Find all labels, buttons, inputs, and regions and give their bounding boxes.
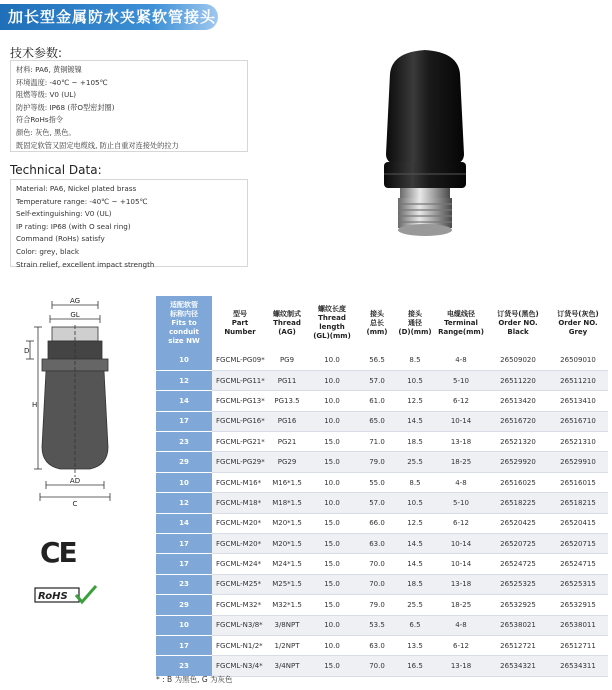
cell-thread: M20*1.5	[268, 513, 306, 533]
cell-thread: PG9	[268, 350, 306, 370]
cell-thread-length: 10.0	[306, 391, 358, 411]
col-header-thread-length: 螺纹长度 Thread length (GL)(mm)	[306, 296, 358, 350]
technical-drawing	[20, 297, 130, 507]
cell-order-black: 26513420	[488, 391, 548, 411]
cell-thread-length: 10.0	[306, 350, 358, 370]
table-row	[156, 391, 608, 411]
cell-part-number: FGCML-M20*	[212, 534, 268, 554]
cell-thread: PG29	[268, 452, 306, 472]
cell-length: 61.0	[358, 391, 396, 411]
cell-length: 65.0	[358, 411, 396, 431]
cell-part-number: FGCML-PG29*	[212, 452, 268, 472]
cell-nw: 29	[156, 452, 212, 472]
cell-length: 70.0	[358, 554, 396, 574]
cell-terminal-range: 6-12	[434, 635, 488, 655]
cell-nw: 17	[156, 635, 212, 655]
cell-terminal-range: 18-25	[434, 595, 488, 615]
table-header-row	[156, 296, 608, 350]
cell-thread-length: 10.0	[306, 615, 358, 635]
cell-thread: PG13.5	[268, 391, 306, 411]
cell-order-grey: 26512711	[548, 635, 608, 655]
cell-order-black: 26516720	[488, 411, 548, 431]
cell-thread: PG11	[268, 370, 306, 390]
cell-thread: M32*1.5	[268, 595, 306, 615]
table-row	[156, 534, 608, 554]
cell-terminal-range: 13-18	[434, 574, 488, 594]
col-header-order-black: 订货号(黑色) Order NO. Black	[488, 296, 548, 350]
cell-bore: 14.5	[396, 554, 434, 574]
cell-length: 71.0	[358, 432, 396, 452]
cell-terminal-range: 5-10	[434, 370, 488, 390]
tech-en-line: Command (RoHs) satisfy	[16, 234, 105, 244]
label-ad: AD	[69, 477, 81, 485]
col-header-thread: 螺纹制式 Thread (AG)	[268, 296, 306, 350]
cell-length: 70.0	[358, 656, 396, 676]
cell-part-number: FGCML-M16*	[212, 472, 268, 492]
cell-part-number: FGCML-M32*	[212, 595, 268, 615]
cell-order-grey: 26534311	[548, 656, 608, 676]
tech-en-heading: Technical Data:	[10, 163, 102, 177]
cell-length: 63.0	[358, 534, 396, 554]
cell-thread-length: 15.0	[306, 574, 358, 594]
cell-order-black: 26520425	[488, 513, 548, 533]
col-header-terminal: 电缆线径 Terminal Range(mm)	[434, 296, 488, 350]
cell-nw: 17	[156, 554, 212, 574]
cell-thread-length: 10.0	[306, 493, 358, 513]
cell-part-number: FGCML-PG09*	[212, 350, 268, 370]
cell-nw: 14	[156, 513, 212, 533]
cell-bore: 12.5	[396, 513, 434, 533]
cell-order-grey: 26529910	[548, 452, 608, 472]
tech-en-box	[10, 179, 248, 267]
cell-bore: 10.5	[396, 493, 434, 513]
cell-order-black: 26534321	[488, 656, 548, 676]
rohs-text: RoHS	[38, 591, 68, 602]
cell-thread-length: 10.0	[306, 635, 358, 655]
cell-part-number: FGCML-N3/8*	[212, 615, 268, 635]
cell-bore: 25.5	[396, 595, 434, 615]
cell-terminal-range: 5-10	[434, 493, 488, 513]
cell-nw: 17	[156, 534, 212, 554]
cell-order-black: 26529920	[488, 452, 548, 472]
tech-cn-line: 环境温度: -40℃ ~ +105℃	[16, 77, 108, 87]
cell-bore: 8.5	[396, 350, 434, 370]
cell-nw: 23	[156, 432, 212, 452]
cell-bore: 14.5	[396, 534, 434, 554]
table-row	[156, 554, 608, 574]
tech-cn-line: 颜色: 灰色, 黑色。	[16, 127, 76, 137]
cell-order-black: 26516025	[488, 472, 548, 492]
label-gl: GL	[70, 311, 80, 319]
cell-order-grey: 26509010	[548, 350, 608, 370]
cell-nw: 10	[156, 472, 212, 492]
tech-cn-line: 阻燃等级: V0 (UL)	[16, 90, 77, 100]
cell-part-number: FGCML-PG21*	[212, 432, 268, 452]
table-row	[156, 635, 608, 655]
cell-order-black: 26521320	[488, 432, 548, 452]
cell-thread: 3/4NPT	[268, 656, 306, 676]
cell-thread-length: 10.0	[306, 370, 358, 390]
cell-terminal-range: 13-18	[434, 432, 488, 452]
cell-order-black: 26532925	[488, 595, 548, 615]
cell-order-grey: 26524715	[548, 554, 608, 574]
product-photo	[370, 44, 480, 254]
table-row	[156, 411, 608, 431]
label-c: C	[72, 500, 78, 507]
tech-cn-heading: 技术参数:	[10, 46, 63, 60]
cell-length: 57.0	[358, 493, 396, 513]
table-row	[156, 574, 608, 594]
ce-logo: CE	[40, 536, 76, 569]
cell-terminal-range: 13-18	[434, 656, 488, 676]
label-h: H	[32, 401, 38, 409]
cell-nw: 17	[156, 411, 212, 431]
cell-part-number: FGCML-M25*	[212, 574, 268, 594]
cell-nw: 29	[156, 595, 212, 615]
cell-bore: 8.5	[396, 472, 434, 492]
cell-terminal-range: 6-12	[434, 391, 488, 411]
cell-order-grey: 26521310	[548, 432, 608, 452]
cell-terminal-range: 10-14	[434, 554, 488, 574]
cell-thread-length: 10.0	[306, 411, 358, 431]
cell-thread-length: 15.0	[306, 554, 358, 574]
cell-nw: 12	[156, 493, 212, 513]
table-row	[156, 493, 608, 513]
cell-length: 53.5	[358, 615, 396, 635]
cell-terminal-range: 10-14	[434, 534, 488, 554]
tech-en-line: Material: PA6, Nickel plated brass	[16, 184, 137, 193]
col-header-bore: 接头 通径 (D)(mm)	[396, 296, 434, 350]
cell-terminal-range: 4-8	[434, 615, 488, 635]
cell-order-black: 26512721	[488, 635, 548, 655]
cell-part-number: FGCML-PG11*	[212, 370, 268, 390]
cell-part-number: FGCML-PG13*	[212, 391, 268, 411]
cell-length: 57.0	[358, 370, 396, 390]
cell-order-grey: 26538011	[548, 615, 608, 635]
cell-thread: M25*1.5	[268, 574, 306, 594]
col-header-length: 接头 总长 (mm)	[358, 296, 396, 350]
label-ag: AG	[69, 297, 81, 305]
cell-part-number: FGCML-PG16*	[212, 411, 268, 431]
cell-part-number: FGCML-M20*	[212, 513, 268, 533]
cell-bore: 13.5	[396, 635, 434, 655]
tech-en-line: IP rating: IP68 (with O seal ring)	[16, 221, 131, 231]
table-row	[156, 513, 608, 533]
cell-nw: 10	[156, 350, 212, 370]
table-row	[156, 452, 608, 472]
cell-length: 70.0	[358, 574, 396, 594]
cell-order-grey: 26520715	[548, 534, 608, 554]
cell-length: 55.0	[358, 472, 396, 492]
cell-nw: 23	[156, 656, 212, 676]
table-row	[156, 432, 608, 452]
col-header-nw: 适配软管 标称内径 Fits to conduit size NW	[156, 296, 212, 350]
footnote: * : B 为黑色, G 为灰色	[156, 675, 233, 684]
table-row	[156, 370, 608, 390]
cell-terminal-range: 4-8	[434, 350, 488, 370]
cell-terminal-range: 4-8	[434, 472, 488, 492]
cell-order-black: 26525325	[488, 574, 548, 594]
tech-cn-line: 材料: PA6, 黄铜镀镍	[16, 65, 82, 74]
spec-table	[156, 296, 608, 677]
cell-bore: 18.5	[396, 574, 434, 594]
cell-thread: M20*1.5	[268, 534, 306, 554]
cell-thread-length: 15.0	[306, 534, 358, 554]
rohs-logo	[34, 585, 98, 605]
cell-thread-length: 15.0	[306, 656, 358, 676]
page-title: 加长型金属防水夹紧软管接头	[0, 4, 218, 30]
cell-thread-length: 15.0	[306, 513, 358, 533]
cell-order-black: 26511220	[488, 370, 548, 390]
cell-length: 66.0	[358, 513, 396, 533]
cell-order-grey: 26516710	[548, 411, 608, 431]
tech-en-line: Self-extinguishing: V0 (UL)	[16, 209, 112, 219]
cell-thread: PG21	[268, 432, 306, 452]
cell-part-number: FGCML-N3/4*	[212, 656, 268, 676]
cell-part-number: FGCML-N1/2*	[212, 635, 268, 655]
cell-nw: 14	[156, 391, 212, 411]
cell-bore: 18.5	[396, 432, 434, 452]
tech-en-line: Temperature range: -40℃ ~ +105℃	[16, 196, 148, 206]
cell-length: 56.5	[358, 350, 396, 370]
cell-order-grey: 26513410	[548, 391, 608, 411]
cell-part-number: FGCML-M18*	[212, 493, 268, 513]
cell-terminal-range: 18-25	[434, 452, 488, 472]
cell-order-black: 26520725	[488, 534, 548, 554]
cell-order-grey: 26532915	[548, 595, 608, 615]
cell-thread: M16*1.5	[268, 472, 306, 492]
cell-nw: 23	[156, 574, 212, 594]
cell-thread-length: 10.0	[306, 472, 358, 492]
table-row	[156, 615, 608, 635]
cell-terminal-range: 6-12	[434, 513, 488, 533]
cell-nw: 12	[156, 370, 212, 390]
cell-order-black: 26538021	[488, 615, 548, 635]
col-header-order-grey: 订货号(灰色) Order NO. Grey	[548, 296, 608, 350]
cell-bore: 14.5	[396, 411, 434, 431]
cell-thread-length: 15.0	[306, 452, 358, 472]
tech-cn-line: 既固定软管又固定电缆线, 防止自重对连接处的拉力	[16, 140, 179, 150]
cell-thread: PG16	[268, 411, 306, 431]
label-d: D	[24, 347, 30, 355]
table-row	[156, 595, 608, 615]
cell-bore: 25.5	[396, 452, 434, 472]
cell-order-grey: 26511210	[548, 370, 608, 390]
cell-thread: M24*1.5	[268, 554, 306, 574]
tech-en-line: Color: grey, black	[16, 246, 80, 256]
cell-order-grey: 26520415	[548, 513, 608, 533]
cell-bore: 12.5	[396, 391, 434, 411]
tech-cn-line: 符合RoHs指令	[16, 115, 63, 125]
cell-part-number: FGCML-M24*	[212, 554, 268, 574]
cell-order-black: 26509020	[488, 350, 548, 370]
tech-cn-line: 防护等级: IP68 (带O型密封圈)	[16, 102, 115, 112]
cell-length: 79.0	[358, 595, 396, 615]
cell-thread: 3/8NPT	[268, 615, 306, 635]
cell-bore: 16.5	[396, 656, 434, 676]
cell-thread-length: 15.0	[306, 595, 358, 615]
cell-length: 63.0	[358, 635, 396, 655]
cell-thread: M18*1.5	[268, 493, 306, 513]
cell-thread: 1/2NPT	[268, 635, 306, 655]
cell-bore: 6.5	[396, 615, 434, 635]
cell-length: 79.0	[358, 452, 396, 472]
cell-terminal-range: 10-14	[434, 411, 488, 431]
cell-order-grey: 26518215	[548, 493, 608, 513]
cell-order-black: 26518225	[488, 493, 548, 513]
tech-en-line: Strain relief, excellent impact strength	[16, 259, 155, 269]
cell-bore: 10.5	[396, 370, 434, 390]
cell-order-black: 26524725	[488, 554, 548, 574]
table-row	[156, 350, 608, 370]
cell-nw: 10	[156, 615, 212, 635]
tech-cn-box	[10, 60, 248, 152]
cell-order-grey: 26525315	[548, 574, 608, 594]
col-header-part: 型号 Part Number	[212, 296, 268, 350]
cell-order-grey: 26516015	[548, 472, 608, 492]
table-row	[156, 472, 608, 492]
cell-thread-length: 15.0	[306, 432, 358, 452]
